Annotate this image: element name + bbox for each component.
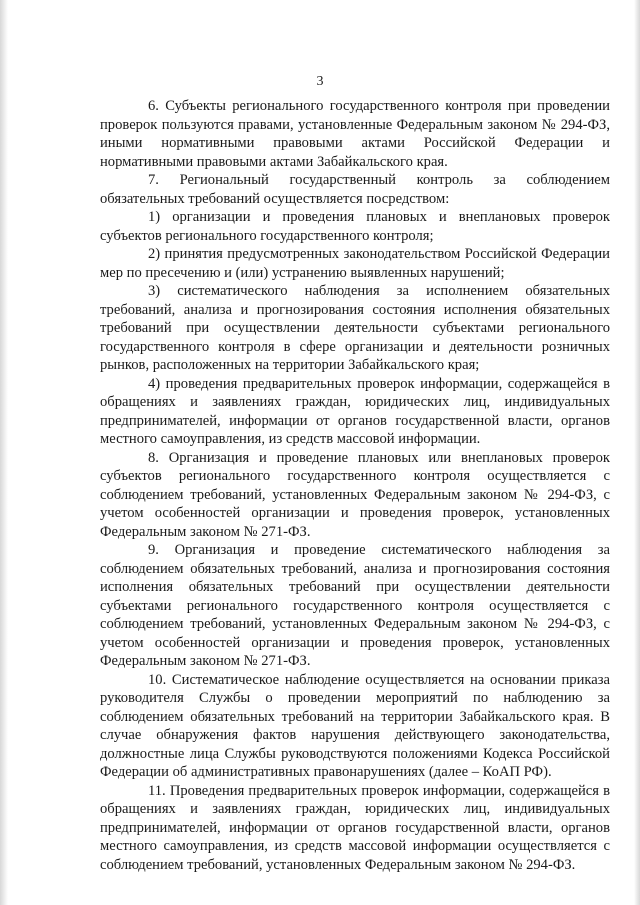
paragraph-7-item-3: 3) систематического наблюдения за исполнением обязательных требований, анализа и прогнозирования состояния исполнения обязательных требований при осуществлении деятельности субъектами регионального государственного контроля в сфере организации и деятельности розничных рынков, расположенных на территории Забайкальского края; — [100, 283, 610, 373]
paragraph-7-item-4: 4) проведения предварительных проверок информации, содержащейся в обращениях и заявлениях граждан, юридических лиц, индивидуальных предпринимателей, информации от органов государственной власти, органов местного самоуправления, из средств массовой информации. — [100, 375, 610, 447]
document-body — [100, 97, 610, 874]
paragraph-8: 8. Организация и проведение плановых или внеплановых проверок субъектов регионального государственного контроля осуществляется с соблюдением требований, установленных Федеральным законом № 294-ФЗ, с учетом особенностей организации и проведения проверок, установленных Федеральным законом № 271-ФЗ. — [100, 449, 610, 540]
paragraph-9: 9. Организация и проведение систематического наблюдения за соблюдением обязательных требований, анализа и прогнозирования состояния исполнения обязательных требований при осуществлении деятельности субъектами регионального государственного контроля осуществляется с соблюдением требований, установленных Федеральным законом № 294-ФЗ, с учетом особенностей организации и проведения проверок, установленных Федеральным законом № 271-ФЗ. — [100, 542, 610, 669]
paragraph-10: 10. Систематическое наблюдение осуществляется на основании приказа руководителя Службы о проведении мероприятий по наблюдению за соблюдением обязательных требований на территории Забайкальского края. В случае обнаружения фактов нарушения действующего законодательства, должностные лица Службы руководствуются положениями Кодекса Российской Федерации об административных правонарушениях (далее – КоАП РФ). — [100, 671, 610, 780]
page-number: 3 — [316, 74, 324, 89]
paragraph-11: 11. Проведения предварительных проверок информации, содержащейся в обращениях и заявлениях граждан, юридических лиц, индивидуальных предпринимателей, информации от органов государственной власти, органов местного самоуправления, из средств массовой информации осуществляется с соблюдением требований, установленных Федеральным законом № 294-ФЗ. — [100, 782, 610, 873]
paragraph-7: 7. Региональный государственный контроль за соблюдением обязательных требований осуществляется посредством: — [100, 172, 610, 207]
scan-edge-right — [634, 0, 640, 905]
scan-edge-left — [0, 0, 8, 905]
paragraph-7-item-2: 2) принятия предусмотренных законодательством Российской Федерации мер по пресечению и (или) устранению выявленных нарушений; — [100, 246, 610, 281]
paragraph-7-item-1: 1) организации и проведения плановых и внеплановых проверок субъектов регионального государственного контроля; — [100, 209, 610, 244]
paragraph-6: 6. Субъекты регионального государственного контроля при проведении проверок пользуются правами, установленные Федеральным законом № 294-ФЗ, иными нормативными правовыми актами Российской Федерации и нормативными правовыми актами Забайкальского края. — [100, 98, 610, 170]
